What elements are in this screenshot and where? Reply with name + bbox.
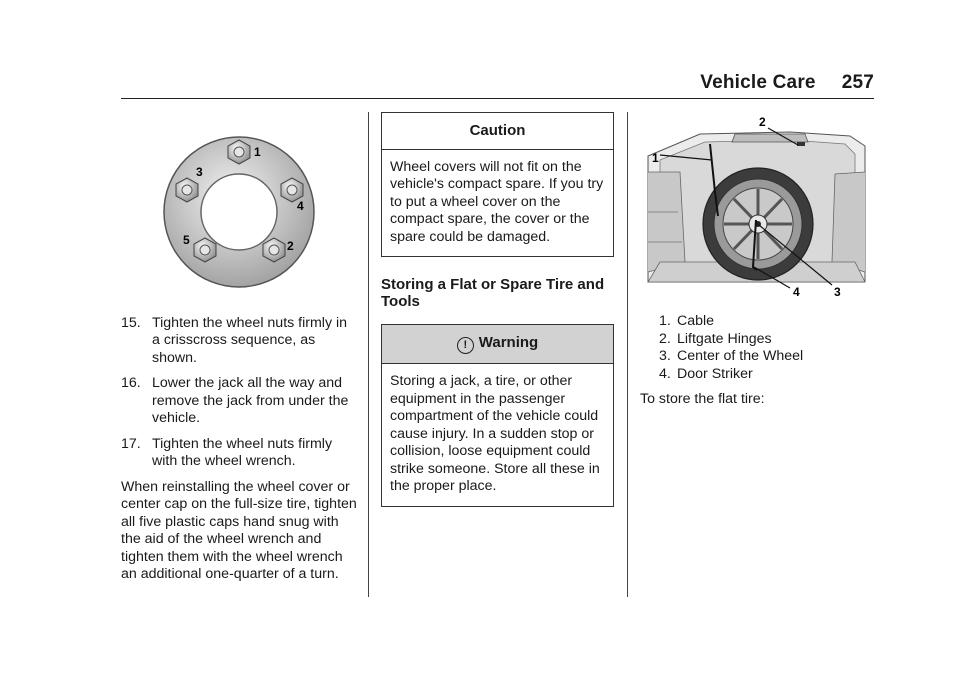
legend-label: Door Striker [677,365,753,382]
section-heading: Storing a Flat or Spare Tire and Tools [381,276,605,310]
nut-label: 4 [297,199,304,213]
legend-item [659,348,880,366]
step-text: Tighten the wheel nuts firmly in a crisscross sequence, as shown. [152,314,348,366]
step-list [121,315,357,471]
caution-box [381,112,614,257]
legend-number: 2. [659,330,671,347]
column-divider [368,112,369,597]
section-title: Vehicle Care [700,72,816,93]
wheel-nut-sequence-diagram [121,112,357,297]
nut-label: 2 [287,239,294,253]
legend-number: 1. [659,313,671,329]
column-left [121,112,357,584]
legend-label: Liftgate Hinges [677,330,772,347]
caution-title: Caution [382,113,613,150]
caution-text: Wheel covers will not fit on the vehicle's compact spare. If you try to put a wheel cover on the compact spare, the cover or the spare could be damaged. [390,158,604,245]
page-number: 257 [841,72,874,93]
store-instruction: To store the flat tire: [640,391,765,407]
nut-label: 5 [183,233,190,247]
legend-number: 3. [659,348,671,364]
legend-item [659,331,880,349]
warning-header [382,325,613,364]
callout-label: 3 [834,285,841,297]
nut-label: 1 [254,145,261,159]
callout-label: 1 [652,151,659,165]
step-number: 15. [121,314,141,331]
legend-label: Cable [677,313,715,329]
step-text: Tighten the wheel nuts firmly with the wheel wrench. [152,435,333,469]
column-middle [381,112,614,507]
cargo-area-illustration [640,112,880,297]
step-item [121,375,357,428]
step-number: 16. [121,375,141,391]
step-item [121,315,357,368]
reinstall-paragraph: When reinstalling the wheel cover or center cap on the full-size tire, tighten all five plastic caps hand snug with the aid of the wheel wrench and tighten them with the wheel wrench an additional one-quarter of a turn. [121,478,357,582]
nut-label: 3 [196,165,203,179]
spare-tire [703,168,813,280]
legend-number: 4. [659,365,671,382]
legend-label: Center of the Wheel [677,348,804,364]
step-number: 17. [121,435,141,452]
legend-item [659,313,880,331]
step-text: Lower the jack all the way and remove the jack from under the vehicle. [152,375,349,426]
legend-item [659,366,880,384]
callout-label: 4 [793,285,800,297]
column-right [640,112,880,409]
warning-box [381,324,614,507]
warning-title: Warning [478,334,539,351]
header-rule [121,98,874,99]
column-divider [627,112,628,597]
warning-circle-icon: ! [457,337,474,354]
callout-legend [640,313,880,383]
step-item [121,436,357,471]
page-header [700,72,874,94]
warning-text: Storing a jack, a tire, or other equipment in the passenger compartment of the vehicle could cause injury. In a sudden stop or collision, loose equipment could strike someone. Store all these in the proper place. [390,373,600,494]
callout-label: 2 [759,115,766,129]
